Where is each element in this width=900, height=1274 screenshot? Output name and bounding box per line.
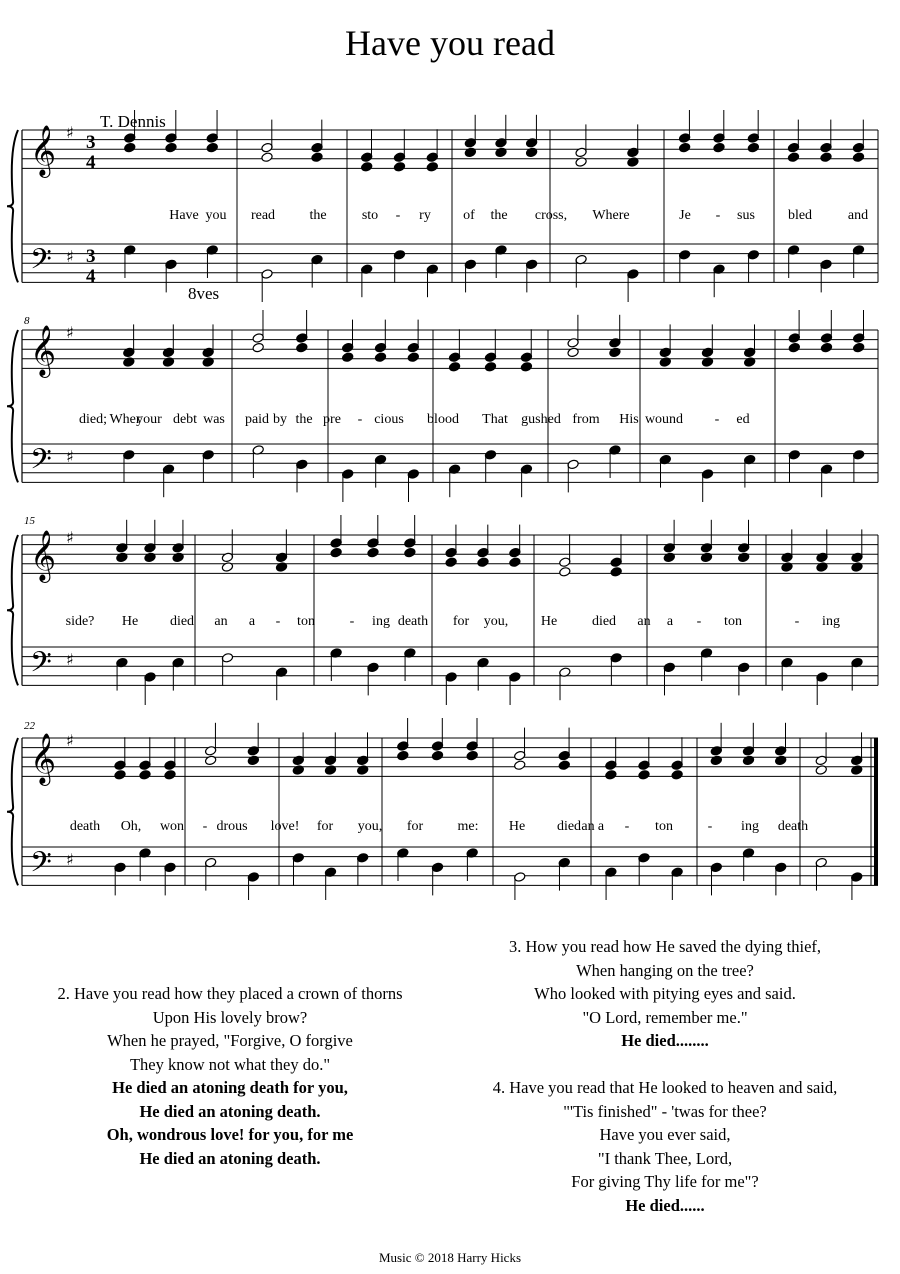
treble-notehead — [744, 357, 756, 368]
treble-clef-icon: 𝄞 — [30, 530, 57, 581]
lyric-syllable: death — [69, 819, 101, 834]
treble-notehead — [659, 357, 671, 368]
lyric-syllable: cious — [374, 412, 404, 427]
octave-marking: 8ves — [188, 284, 220, 303]
lyric-syllable: That — [482, 412, 508, 427]
treble-notehead — [464, 147, 476, 158]
key-signature-sharp-icon: ♯ — [66, 650, 74, 669]
refrain-line: He died........ — [621, 1031, 709, 1050]
treble-notehead — [781, 562, 793, 573]
verse-line: "'Tis finished" - 'twas for thee? — [563, 1101, 767, 1121]
lyric-syllable: died — [556, 819, 582, 834]
treble-notehead — [787, 152, 799, 163]
treble-notehead — [275, 562, 287, 573]
treble-notehead — [172, 552, 184, 563]
treble-notehead — [609, 347, 621, 358]
lyric-syllable: me: — [457, 819, 479, 834]
treble-notehead — [324, 765, 336, 776]
treble-notehead — [509, 557, 521, 568]
treble-notehead — [713, 142, 725, 153]
treble-clef-icon: 𝄞 — [30, 325, 57, 376]
lyric-syllable: blood — [427, 412, 459, 427]
lyric-syllable: from — [572, 412, 600, 427]
lyric-syllable: He — [540, 614, 558, 629]
lyric-syllable: love! — [270, 819, 300, 834]
lyric-syllable: you, — [357, 819, 383, 834]
treble-notehead — [397, 750, 409, 761]
lyric-syllable: side? — [65, 614, 95, 629]
treble-notehead — [558, 760, 570, 771]
treble-notehead — [851, 765, 863, 776]
treble-notehead — [448, 361, 460, 372]
lyric-syllable: - — [349, 614, 355, 629]
treble-notehead — [261, 152, 273, 163]
verse-2 — [10, 982, 450, 1170]
treble-notehead — [575, 157, 587, 168]
lyric-syllable: death — [397, 614, 429, 629]
treble-notehead — [627, 157, 639, 168]
time-signature-bottom: 4 — [86, 266, 96, 287]
treble-notehead — [445, 557, 457, 568]
verse-line: 2. Have you read how they placed a crown of thorns — [57, 984, 403, 1003]
lyric-syllable: for — [406, 819, 424, 834]
lyric-syllable: - — [624, 819, 630, 834]
refrain-line: He died an atoning death for you, — [112, 1078, 348, 1097]
verse-line: When he prayed, "Forgive, O forgive — [107, 1031, 353, 1050]
treble-notehead — [853, 342, 865, 353]
refrain-line: He died an atoning death. — [139, 1148, 321, 1168]
lyric-syllable: you, — [483, 614, 509, 629]
treble-notehead — [162, 357, 174, 368]
verse-line: Upon His lovely brow? — [152, 1007, 308, 1027]
treble-notehead — [221, 562, 233, 573]
treble-notehead — [407, 352, 419, 363]
page-title: Have you read — [345, 23, 555, 63]
treble-notehead — [851, 562, 863, 573]
treble-notehead — [815, 765, 827, 776]
lyric-syllable: a — [248, 614, 256, 629]
treble-notehead — [361, 161, 373, 172]
bass-clef-icon: 𝄢 — [30, 846, 52, 886]
treble-notehead — [114, 769, 126, 780]
treble-notehead — [139, 769, 151, 780]
treble-notehead — [738, 552, 750, 563]
key-signature-sharp-icon: ♯ — [66, 247, 74, 266]
treble-notehead — [610, 566, 622, 577]
lyric-syllable: the — [295, 412, 313, 427]
lyric-syllable: debt — [172, 412, 198, 427]
lyric-syllable: He — [121, 614, 139, 629]
copyright-footer: Music © 2018 Harry Hicks — [378, 1250, 522, 1265]
lyric-syllable: died — [591, 614, 617, 629]
lyric-syllable: - — [357, 412, 363, 427]
treble-notehead — [477, 557, 489, 568]
key-signature-sharp-icon: ♯ — [66, 323, 74, 342]
refrain-line: He died an atoning death. — [139, 1101, 321, 1121]
lyric-syllable: - — [202, 819, 208, 834]
treble-notehead — [144, 552, 156, 563]
treble-notehead — [404, 547, 416, 558]
verse-line: 4. Have you read that He looked to heaven and said, — [492, 1078, 838, 1097]
brace-icon — [7, 535, 18, 685]
lyric-syllable: a — [666, 614, 674, 629]
verse-line: "O Lord, remember me." — [582, 1007, 748, 1027]
treble-notehead — [374, 352, 386, 363]
treble-notehead — [124, 142, 136, 153]
lyric-syllable: was — [203, 412, 225, 427]
treble-notehead — [747, 142, 759, 153]
verse-4 — [440, 1076, 890, 1217]
brace-icon — [7, 738, 18, 885]
verse-line: When hanging on the tree? — [576, 960, 754, 980]
verse-line: "I thank Thee, Lord, — [597, 1148, 733, 1168]
treble-notehead — [252, 342, 264, 353]
lyric-syllable: the — [490, 208, 508, 223]
treble-notehead — [247, 755, 259, 766]
lyric-syllable: - — [707, 819, 713, 834]
lyric-syllable: wound — [644, 412, 684, 427]
bass-clef-icon: 𝄢 — [30, 243, 52, 283]
measure-number: 15 — [24, 515, 35, 527]
lyric-syllable: ed — [736, 412, 750, 427]
lyric-syllable: He — [508, 819, 526, 834]
measure-number: 22 — [24, 720, 35, 732]
measure-number: 8 — [24, 315, 30, 327]
treble-notehead — [700, 552, 712, 563]
time-signature-top: 3 — [86, 132, 96, 153]
treble-clef-icon: 𝄞 — [30, 733, 57, 784]
treble-notehead — [638, 769, 650, 780]
brace-icon — [7, 330, 18, 482]
bass-clef-icon: 𝄢 — [30, 646, 52, 686]
lyric-syllable: a — [597, 819, 605, 834]
refrain-line: Oh, wondrous love! for you, for me — [106, 1125, 354, 1144]
key-signature-sharp-icon: ♯ — [66, 731, 74, 750]
treble-notehead — [671, 769, 683, 780]
lyric-syllable: Oh, — [120, 819, 142, 834]
treble-notehead — [431, 750, 443, 761]
lyric-syllable: ton — [297, 614, 315, 629]
time-signature-top: 3 — [86, 246, 96, 267]
treble-notehead — [367, 547, 379, 558]
lyric-syllable: His — [619, 412, 639, 427]
treble-notehead — [820, 342, 832, 353]
lyric-syllable: ton — [655, 819, 673, 834]
verse-line: 3. How you read how He saved the dying thief, — [508, 937, 822, 956]
treble-notehead — [357, 765, 369, 776]
treble-notehead — [775, 755, 787, 766]
treble-notehead — [663, 552, 675, 563]
treble-notehead — [342, 352, 354, 363]
treble-notehead — [678, 142, 690, 153]
treble-notehead — [701, 357, 713, 368]
composer-credit: T. Dennis — [100, 112, 166, 131]
lyric-syllable: ton — [724, 614, 742, 629]
key-signature-sharp-icon: ♯ — [66, 850, 74, 869]
treble-notehead — [852, 152, 864, 163]
treble-notehead — [605, 769, 617, 780]
lyric-syllable: ry — [419, 208, 431, 223]
lyric-syllable: - — [714, 412, 720, 427]
lyric-syllable: gushed — [521, 412, 561, 427]
lyric-syllable: - — [395, 208, 401, 223]
lyric-syllable: for — [316, 819, 334, 834]
verse-line: For giving Thy life for me"? — [571, 1172, 759, 1191]
lyric-syllable: won — [159, 819, 185, 834]
time-signature-bottom: 4 — [86, 152, 96, 173]
treble-clef-icon: 𝄞 — [30, 125, 57, 176]
lyric-syllable: Wher — [109, 412, 141, 427]
lyric-syllable: Where — [592, 208, 630, 223]
treble-notehead — [525, 147, 537, 158]
treble-notehead — [393, 161, 405, 172]
lyric-syllable: - — [794, 614, 800, 629]
lyric-syllable: of — [463, 208, 475, 223]
treble-notehead — [520, 361, 532, 372]
lyric-syllable: read — [250, 208, 276, 223]
treble-notehead — [311, 152, 323, 163]
lyric-syllable: cross, — [534, 208, 568, 223]
lyric-syllable: bled — [787, 208, 813, 223]
lyric-syllable: - — [715, 208, 721, 223]
treble-notehead — [330, 547, 342, 558]
lyric-syllable: ing — [822, 614, 840, 629]
key-signature-sharp-icon: ♯ — [66, 528, 74, 547]
treble-notehead — [514, 760, 526, 771]
lyric-syllable: an — [214, 614, 228, 629]
verse-3 — [445, 935, 885, 1053]
treble-notehead — [123, 357, 135, 368]
lyric-syllable: sus — [737, 208, 755, 223]
lyric-syllable: Have — [169, 208, 199, 223]
treble-notehead — [816, 562, 828, 573]
lyric-syllable: sto — [361, 208, 379, 223]
lyric-syllable: an — [637, 614, 651, 629]
verse-line: Who looked with pitying eyes and said. — [534, 984, 796, 1003]
treble-notehead — [206, 142, 218, 153]
treble-notehead — [495, 147, 507, 158]
lyric-syllable: for — [452, 614, 470, 629]
treble-notehead — [426, 161, 438, 172]
lyric-syllable: died — [169, 614, 195, 629]
treble-notehead — [165, 142, 177, 153]
treble-notehead — [820, 152, 832, 163]
verse-line: Have you ever said, — [599, 1125, 731, 1144]
lyric-syllable: pre — [323, 412, 341, 427]
lyric-syllable: you — [205, 208, 227, 223]
lyric-syllable: your — [136, 412, 162, 427]
treble-notehead — [296, 342, 308, 353]
key-signature-sharp-icon: ♯ — [66, 447, 74, 466]
key-signature-sharp-icon: ♯ — [66, 123, 74, 142]
lyric-syllable: Je — [679, 208, 691, 223]
treble-notehead — [116, 552, 128, 563]
refrain-line: He died...... — [625, 1195, 705, 1215]
lyric-syllable: paid — [244, 412, 270, 427]
treble-notehead — [742, 755, 754, 766]
lyric-syllable: - — [275, 614, 281, 629]
lyric-syllable: - — [696, 614, 702, 629]
lyric-syllable: the — [309, 208, 327, 223]
lyric-syllable: ing — [372, 614, 390, 629]
lyric-syllable: and — [847, 208, 869, 223]
treble-notehead — [204, 755, 216, 766]
treble-notehead — [710, 755, 722, 766]
bass-clef-icon: 𝄢 — [30, 443, 52, 483]
brace-icon — [7, 130, 18, 282]
treble-notehead — [164, 769, 176, 780]
lyric-syllable: died; — [79, 412, 107, 427]
treble-notehead — [788, 342, 800, 353]
treble-notehead — [466, 750, 478, 761]
treble-notehead — [484, 361, 496, 372]
lyric-syllable: by — [273, 412, 287, 427]
treble-notehead — [559, 566, 571, 577]
treble-notehead — [202, 357, 214, 368]
verse-line: They know not what they do." — [129, 1054, 331, 1074]
treble-notehead — [292, 765, 304, 776]
lyric-syllable: death — [777, 819, 809, 834]
lyric-syllable: an — [581, 819, 595, 834]
lyric-syllable: drous — [216, 819, 248, 834]
lyric-syllable: ing — [741, 819, 759, 834]
treble-notehead — [567, 347, 579, 358]
